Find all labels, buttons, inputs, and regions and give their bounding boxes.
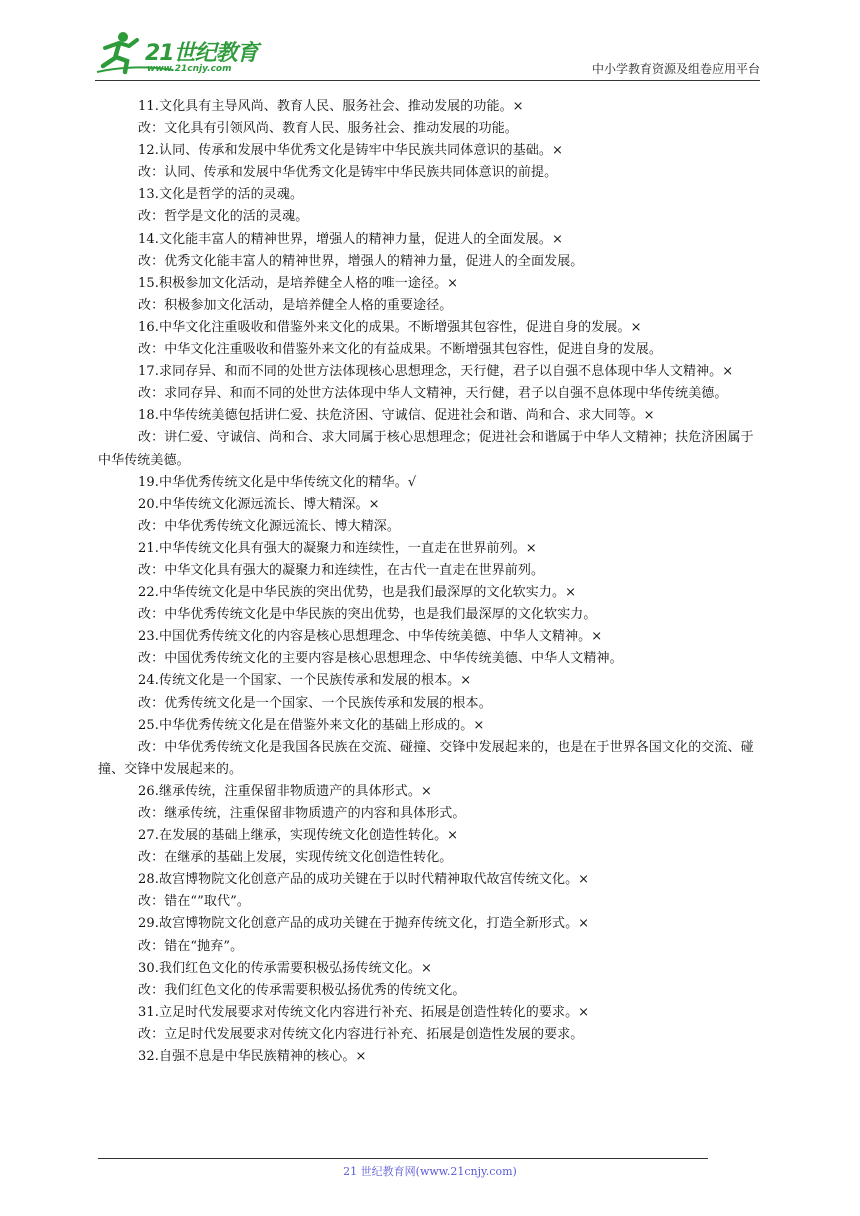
text-line: 改：中华优秀传统文化源远流长、博大精深。	[138, 518, 401, 534]
text-line: 26.继承传统，注重保留非物质遗产的具体形式。×	[138, 783, 432, 799]
logo-text: 21世纪教育	[145, 41, 258, 66]
text-line: 27.在发展的基础上继承，实现传统文化创造性转化。×	[138, 828, 459, 844]
text-line: 21.中华传统文化具有强大的凝聚力和连续性，一直走在世界前列。×	[138, 540, 537, 556]
text-line: 11.文化具有主导风尚、教育人民、服务社会、推动发展的功能。×	[138, 99, 524, 114]
text-line: 29.故宫博物院文化创意产品的成功关键在于抛弃传统文化，打造全新形式。×	[138, 916, 590, 932]
logo[interactable]	[95, 28, 265, 80]
text-line: 13.文化是哲学的活的灵魂。	[138, 187, 304, 203]
text-line: 32.自强不息是中华民族精神的核心。×	[138, 1049, 367, 1065]
text-line: 22.中华传统文化是中华民族的突出优势，也是我们最深厚的文化软实力。×	[138, 585, 577, 601]
text-line: 改：在继承的基础上发展，实现传统文化创造性转化。	[138, 850, 453, 866]
text-line: 改：中国优秀传统文化的主要内容是核心思想理念、中华传统美德、中华人文精神。	[138, 651, 623, 667]
text-line: 16.中华文化注重吸收和借鉴外来文化的成果。不断增强其包容性，促进自身的发展。×	[138, 319, 642, 335]
text-line: 改：中华优秀传统文化是我国各民族在交流、碰撞、交锋中发展起来的，也是在于世界各国文化的交流、碰撞、交锋中发展起来的。	[98, 739, 754, 777]
text-line: 25.中华优秀传统文化是在借鉴外来文化的基础上形成的。×	[138, 717, 485, 733]
page-header	[95, 28, 760, 80]
text-line: 改：求同存异、和而不同的处世方法体现中华人文精神，天行健，君子以自强不息体现中华传统美德。	[138, 386, 728, 402]
platform-name: 中小学教育资源及组卷应用平台	[591, 62, 760, 76]
text-line: 28.故宫博物院文化创意产品的成功关键在于以时代精神取代故宫传统文化。×	[138, 872, 590, 888]
logo-url: www.21cnjy.com	[147, 64, 232, 74]
text-line: 23.中国优秀传统文化的内容是核心思想理念、中华传统美德、中华人文精神。×	[138, 629, 603, 645]
text-line: 31.立足时代发展要求对传统文化内容进行补充、拓展是创造性转化的要求。×	[138, 1004, 590, 1020]
text-line: 18.中华传统美德包括讲仁爱、扶危济困、守诚信、促进社会和谐、尚和合、求大同等。×	[138, 408, 655, 424]
footer-link[interactable]: 21 世纪教育网(www.21cnjy.com)	[343, 1165, 517, 1178]
text-line: 12.认同、传承和发展中华优秀文化是铸牢中华民族共同体意识的基础。×	[138, 143, 563, 159]
text-line: 改：立足时代发展要求对传统文化内容进行补充、拓展是创造性发展的要求。	[138, 1026, 584, 1042]
text-line: 19.中华优秀传统文化是中华传统文化的精华。√	[138, 474, 417, 490]
text-line: 17.求同存异、和而不同的处世方法体现核心思想理念，天行健，君子以自强不息体现中华人文精神。×	[138, 364, 734, 380]
document-body	[98, 96, 762, 1068]
text-line: 改：继承传统，注重保留非物质遗产的内容和具体形式。	[138, 806, 466, 821]
text-line: 改：优秀传统文化是一个国家、一个民族传承和发展的根本。	[138, 695, 492, 711]
text-line: 改：错在“抛弃”。	[138, 938, 244, 954]
text-line: 20.中华传统文化源远流长、博大精深。×	[138, 496, 380, 512]
text-line: 14.文化能丰富人的精神世界，增强人的精神力量，促进人的全面发展。×	[138, 231, 563, 247]
header-divider	[95, 80, 760, 81]
text-line: 改：我们红色文化的传承需要积极弘扬优秀的传统文化。	[138, 982, 466, 998]
text-line: 改：中华优秀传统文化是中华民族的突出优势，也是我们最深厚的文化软实力。	[138, 607, 597, 623]
text-line: 改：错在“”取代”。	[138, 894, 250, 910]
text-line: 改：中华文化具有强大的凝聚力和连续性，在古代一直走在世界前列。	[138, 562, 545, 578]
text-line: 24.传统文化是一个国家、一个民族传承和发展的根本。×	[138, 673, 472, 689]
text-line: 30.我们红色文化的传承需要积极弘扬传统文化。×	[138, 960, 432, 976]
text-line: 改：积极参加文化活动，是培养健全人格的重要途径。	[138, 297, 453, 313]
text-line: 改：讲仁爱、守诚信、尚和合、求大同属于核心思想理念；促进社会和谐属于中华人文精神；扶危济困属于中华传统美德。	[98, 430, 754, 468]
text-line: 改：文化具有引领风尚、教育人民、服务社会、推动发展的功能。	[138, 121, 518, 137]
text-line: 改：认同、传承和发展中华优秀文化是铸牢中华民族共同体意识的前提。	[138, 165, 558, 181]
text-line: 15.积极参加文化活动，是培养健全人格的唯一途径。×	[138, 275, 459, 291]
text-line: 改：优秀文化能丰富人的精神世界，增强人的精神力量，促进人的全面发展。	[138, 253, 584, 269]
text-line: 改：哲学是文化的活的灵魂。	[138, 209, 309, 225]
text-line: 改：中华文化注重吸收和借鉴外来文化的有益成果。不断增强其包容性，促进自身的发展。	[138, 342, 663, 358]
footer-divider	[98, 1158, 708, 1159]
